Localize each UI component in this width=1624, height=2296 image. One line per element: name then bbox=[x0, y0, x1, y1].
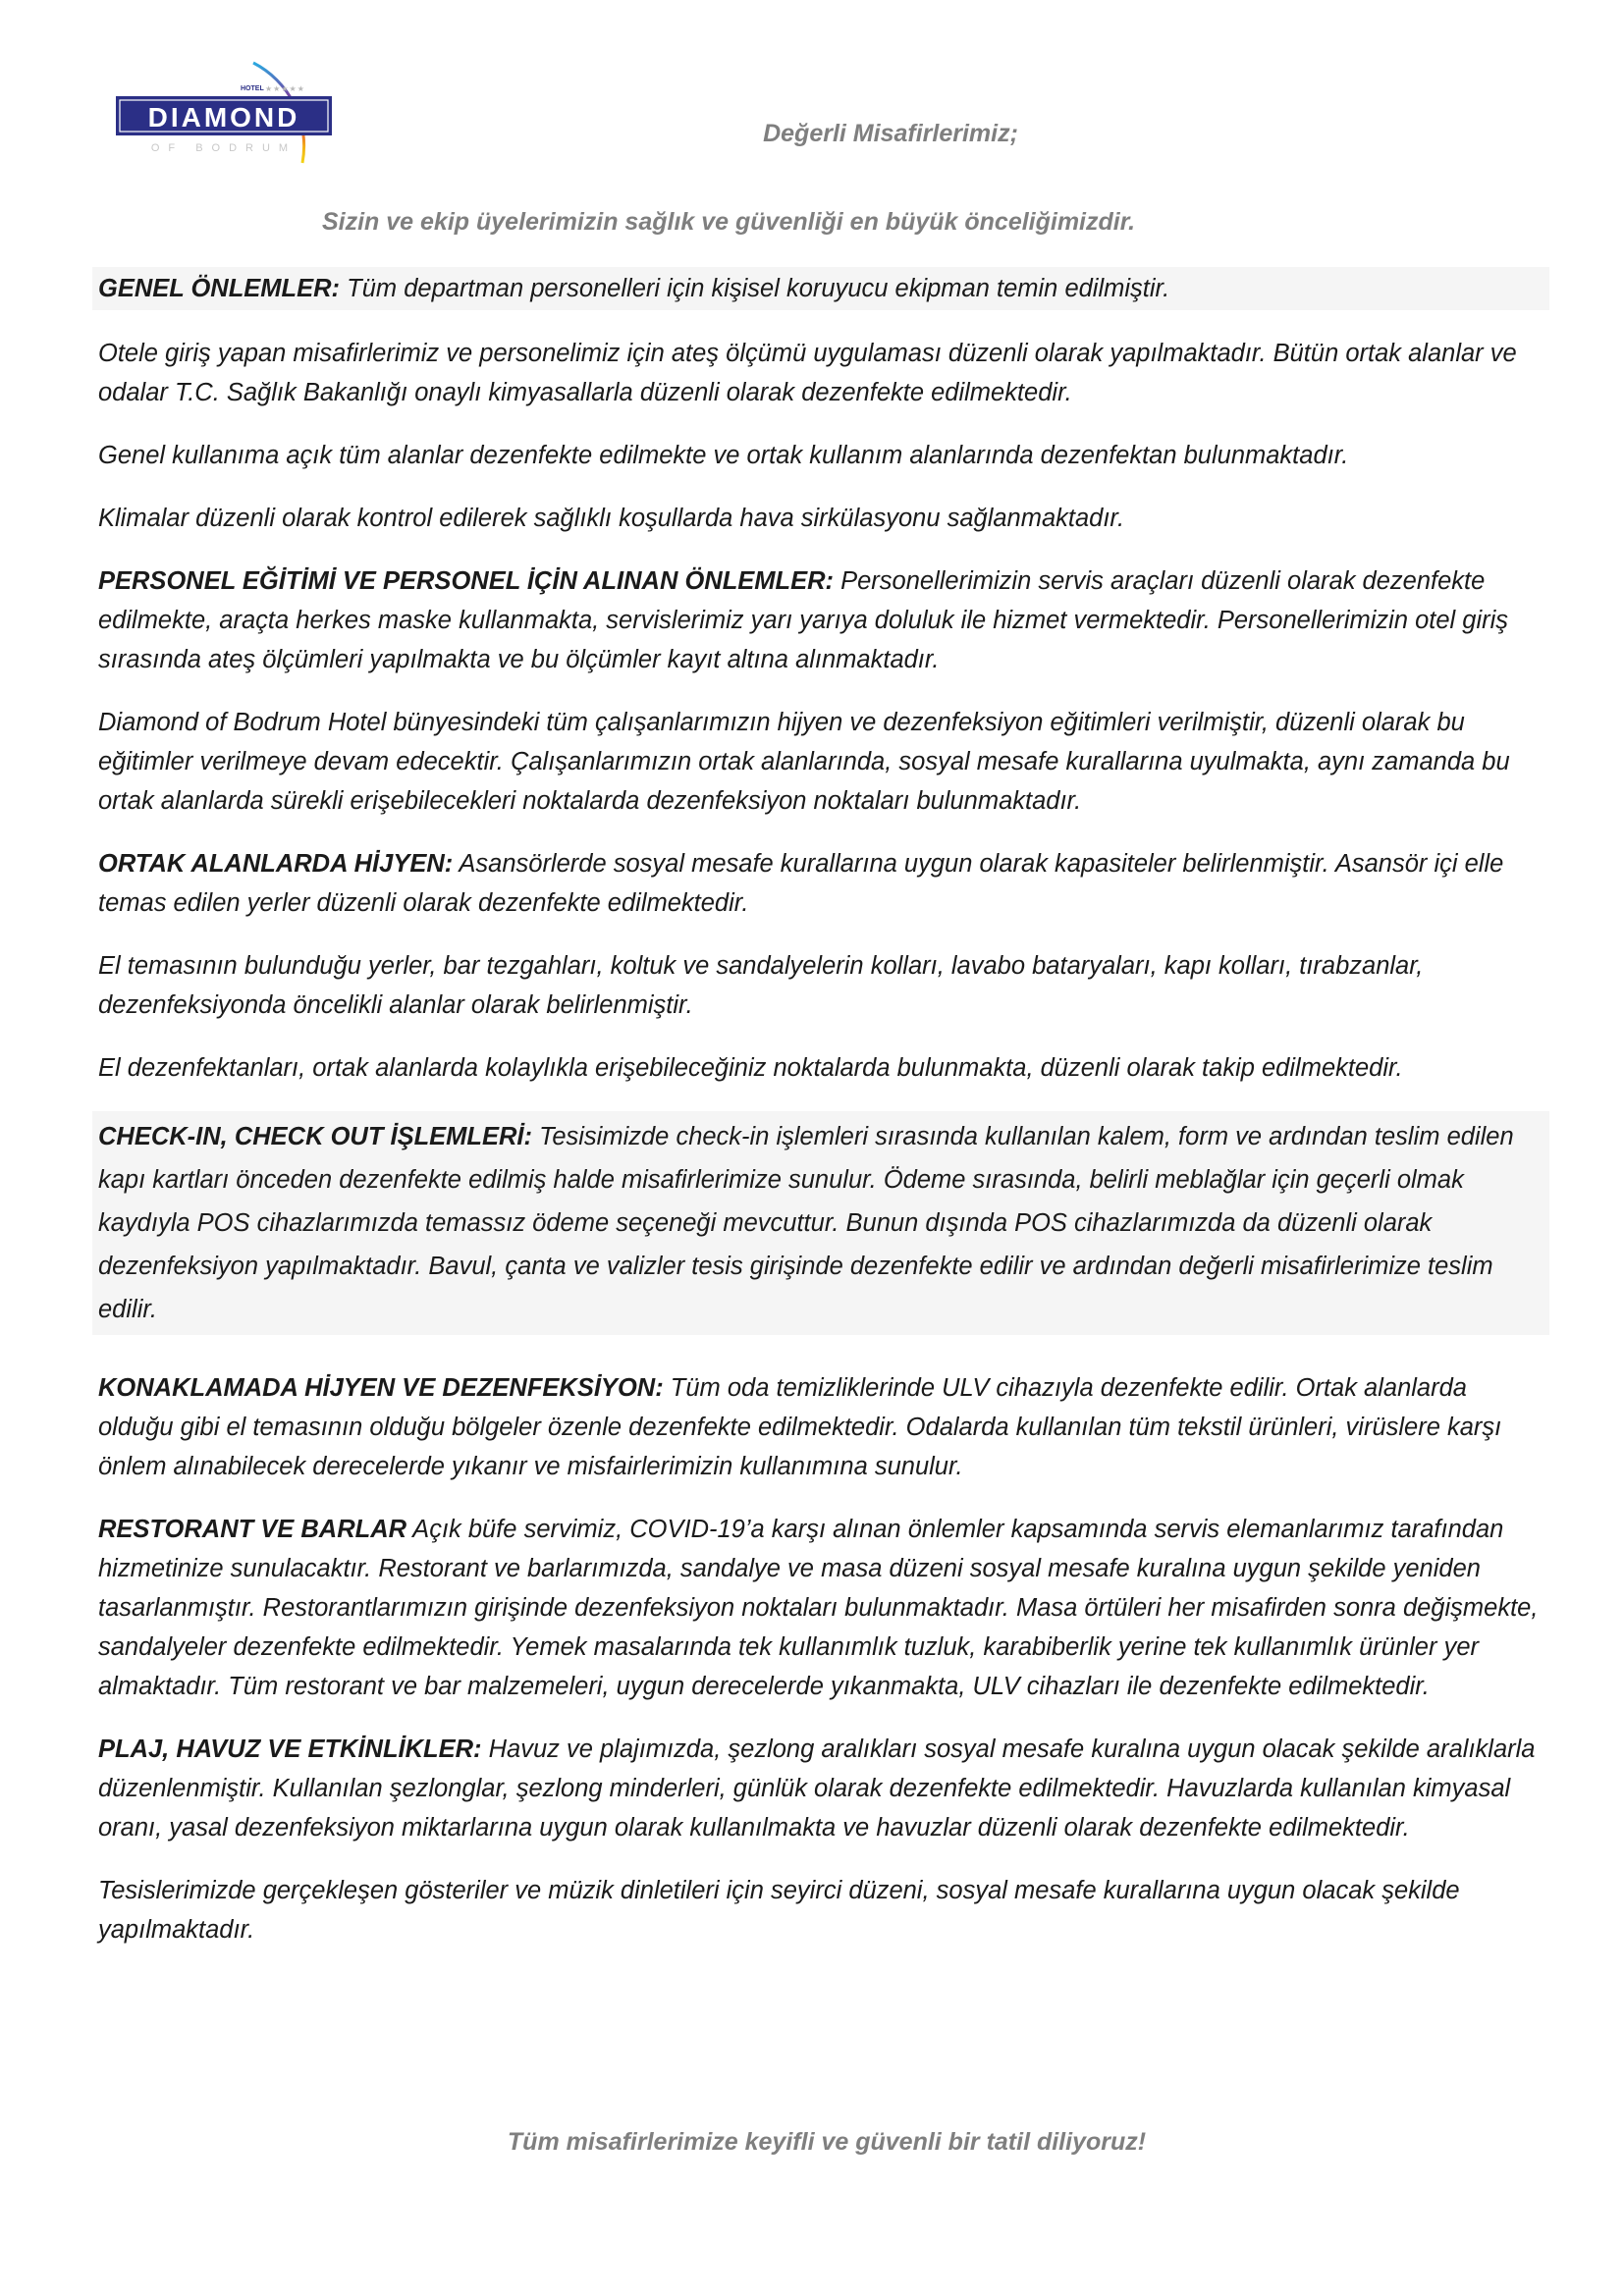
logo-name: DIAMOND bbox=[147, 102, 300, 133]
tagline: Sizin ve ekip üyelerimizin sağlık ve güvenliği en büyük önceliğimizdir. bbox=[321, 208, 1136, 236]
section-staff-heading: PERSONEL EĞİTİMİ VE PERSONEL İÇİN ALINAN ÖNLEMLER: bbox=[98, 567, 835, 595]
logo-subtitle: OF BODRUM bbox=[150, 142, 298, 154]
section-restaurant bbox=[98, 1510, 1543, 1706]
section-restaurant-heading: RESTORANT VE BARLAR bbox=[98, 1516, 407, 1543]
logo-stars: ★★★★★ bbox=[265, 84, 305, 93]
section-checkin-heading: CHECK-IN, CHECK OUT İŞLEMLERİ: bbox=[98, 1123, 532, 1150]
section-common-heading: ORTAK ALANLARDA HİJYEN: bbox=[98, 850, 454, 878]
section-general-p1: Otele giriş yapan misafirlerimiz ve personelimiz için ateş ölçümü uygulaması düzenli olarak yapılmaktadır. Bütün ortak alanlar ve odalar T.C. Sağlık Bakanlığı onaylı kimyasallarla düzenli olarak dezenfekte edilmektedir. bbox=[98, 340, 1517, 406]
section-beach-intro: Havuz ve plajımızda, şezlong aralıkları sosyal mesafe kuralına uygun olacak şekilde aralıklarla düzenlenmiştir. Kullanılan şezlonglar, şezlong minderleri, günlük olarak dezenfekte edilmektedir. Havuzlarda kullanılan kimyasal oranı, yasal dezenfeksiyon miktarlarına uygun olarak kullanılmakta ve havuzlar düzenli olarak dezenfekte edilmektedir. bbox=[98, 1735, 1536, 1842]
section-beach-p1: Tesislerimizde gerçekleşen gösteriler ve müzik dinletileri için seyirci düzeni, sosyal mesafe kurallarına uygun olacak şekilde yapılmaktadır. bbox=[98, 1877, 1460, 1944]
hotel-logo bbox=[106, 57, 352, 167]
section-common-p2: El dezenfektanları, ortak alanlarda kolaylıkla erişebileceğiniz noktalarda bulunmakta, düzenli olarak takip edilmektedir. bbox=[98, 1054, 1403, 1082]
section-staff-p1: Diamond of Bodrum Hotel bünyesindeki tüm çalışanlarımızın hijyen ve dezenfeksiyon eğitimleri verilmiştir, düzenli olarak bu eğitimler verilmeye devam edecektir. Çalışanlarımızın ortak alanlarında, sosyal mesafe kurallarına uyulmakta, aynı zamanda bu ortak alanlarda sürekli erişebilecekleri noktalarda dezenfeksiyon noktaları bulunmaktadır. bbox=[98, 709, 1510, 815]
section-general bbox=[92, 267, 1549, 310]
section-general-p3: Klimalar düzenli olarak kontrol edilerek sağlıklı koşullarda hava sirkülasyonu sağlanmaktadır. bbox=[98, 505, 1125, 532]
logo-hotel-text: HOTEL bbox=[241, 85, 264, 92]
section-common-intro: Asansörlerde sosyal mesafe kurallarına uygun olarak kapasiteler belirlenmiştir. Asansör içi elle temas edilen yerler düzenli olarak dezenfekte edilmektedir. bbox=[98, 850, 1504, 917]
section-rooms-intro: Tüm oda temizliklerinde ULV cihazıyla dezenfekte edilir. Ortak alanlarda olduğu gibi el temasının olduğu bölgeler özenle dezenfekte edilmektedir. Odalarda kullanılan tüm tekstil ürünleri, virüslere karşı önlem alınabilecek derecelerde yıkanır ve misfairlerimizin kullanımına sunulur. bbox=[98, 1374, 1502, 1480]
section-restaurant-intro: Açık büfe servimiz, COVID-19’a karşı alınan önlemler kapsamında servis elemanlarımız tarafından hizmetinize sunulacaktır. Restorant ve barlarımızda, sandalye ve masa düzeni sosyal mesafe kuralına uygun şekilde yeniden tasarlanmıştır. Restorantlarımızın girişinde dezenfeksiyon noktaları bulunmaktadır. Masa örtüleri her misafirden sonra değişmekte, sandalyeler dezenfekte edilmektedir. Yemek masalarında tek kullanımlık tuzluk, karabiberlik yerine tek kullanımlık ürünler yer almaktadır. Tüm restorant ve bar malzemeleri, uygun derecelerde yıkanmakta, ULV cihazları ile dezenfekte edilmektedir. bbox=[98, 1516, 1539, 1700]
section-general-p2: Genel kullanıma açık tüm alanlar dezenfekte edilmekte ve ortak kullanım alanlarında dezenfektan bulunmaktadır. bbox=[98, 442, 1349, 469]
section-checkin bbox=[92, 1111, 1549, 1335]
section-common-p1: El temasının bulunduğu yerler, bar tezgahları, koltuk ve sandalyelerin kolları, lavabo bataryaları, kapı kolları, tırabzanlar, dezenfeksiyonda öncelikli alanlar olarak belirlenmiştir. bbox=[98, 952, 1424, 1019]
section-beach bbox=[98, 1730, 1543, 1847]
greeting: Değerli Misafirlerimiz; bbox=[763, 120, 1018, 147]
section-common bbox=[98, 844, 1543, 923]
section-rooms bbox=[98, 1368, 1543, 1486]
section-checkin-intro: Tesisimizde check-in işlemleri sırasında kullanılan kalem, form ve ardından teslim edilen kapı kartları önceden dezenfekte edilmiş halde misafirlerimize sunulur. Ödeme sırasında, belirli meblağlar için geçerli olmak kaydıyla POS cihazlarımızda temassız ödeme seçeneği mevcuttur. Bunun dışında POS cihazlarımızda da düzenli olarak dezenfeksiyon yapılmaktadır. Bavul, çanta ve valizler tesis girişinde dezenfekte edilir ve ardından değerli misafirlerimize teslim edilir. bbox=[98, 1123, 1514, 1323]
section-staff-intro: Personellerimizin servis araçları düzenli olarak dezenfekte edilmekte, araçta herkes maske kullanmakta, servislerimiz yarı yarıya doluluk ile hizmet vermektedir. Personellerimizin otel giriş sırasında ateş ölçümleri yapılmakta ve bu ölçümler kayıt altına alınmaktadır. bbox=[98, 567, 1509, 673]
section-general-heading: GENEL ÖNLEMLER: bbox=[98, 275, 341, 302]
section-beach-heading: PLAJ, HAVUZ VE ETKİNLİKLER: bbox=[98, 1735, 482, 1763]
closing-message: Tüm misafirlerimize keyifli ve güvenli bir tatil diliyoruz! bbox=[507, 2128, 1147, 2156]
section-general-intro: Tüm departman personelleri için kişisel koruyucu ekipman temin edilmiştir. bbox=[340, 275, 1170, 302]
section-staff bbox=[98, 561, 1543, 679]
section-rooms-heading: KONAKLAMADA HİJYEN VE DEZENFEKSİYON: bbox=[98, 1374, 664, 1402]
document-body bbox=[98, 267, 1543, 1973]
